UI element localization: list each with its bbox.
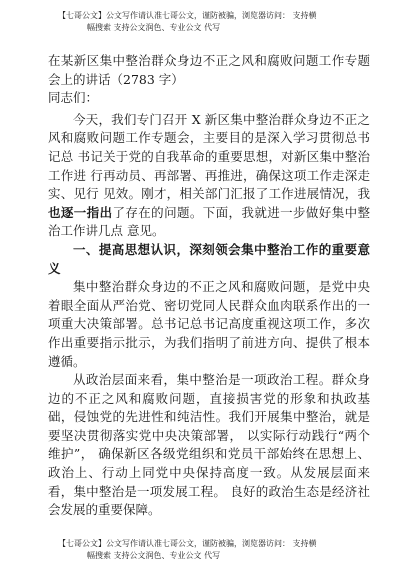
paragraph-intro [48,111,370,241]
salutation: 同志们： [48,90,99,106]
page-footer [58,538,388,562]
footer-line-1: 【七哥公文】公文写作请认准七哥公文，谨防被骗，浏览器访问： 支持横 [58,539,317,548]
paragraph-2: 集中整治群众身边的不正之风和腐败问题，是党中央着眼全面从严治党、密切党同人民群众血肉联系作出的一项重大决策部署。总书记总书记高度重视这项工作，多次作出重要指示批示，为我们指明了前进方向、提供了根本遵循。 [48,279,370,369]
footer-line-2: 幅搜索 支持公文润色、专业公文 代写 [87,551,221,560]
header-line-2: 幅搜索 支持公文润色、专业公文 代写 [87,23,221,32]
section-heading: 一、提高思想认识，深刻领会集中整治工作的重要意义 [48,241,370,276]
document-title: 在某新区集中整治群众身边不正之风和腐败问题工作专题会上的讲话（2783 字） [48,53,370,87]
paragraph-intro-text-end: 了存在的问题。下面，我就进一步做好集中整治工作讲几点 意见。 [48,204,370,239]
emphasis-text: 也逐一指出 [48,204,113,220]
document-body [48,52,370,520]
header-line-1: 【七哥公文】公文写作请认准七哥公文，谨防被骗，浏览器访问： 支持横 [58,11,317,20]
paragraph-intro-text: 今天，我们专门召开 X 新区集中整治群众身边不正之风和腐败问题工作专题会，主要目的是深入学习贯彻总书记总 书记关于党的自我革命的重要思想，对新区集中整治工作进 行再动员、再部署、再推进，确保这项工作走深走实、见行 见效。刚才，相关部门汇报了工作进展情况，我 [48,111,370,202]
page-header [58,10,388,34]
paragraph-3: 从政治层面来看，集中整治是一项政治工程。群众身边的不正之风和腐败问题，直接损害党的形象和执政基础，侵蚀党的先进性和纯洁性。我们开展集中整治，就是要坚决贯彻落实党中央决策部署， 以实际行动践行“两个维护”， 确保新区各级党组织和党员干部始终在思想上、政治上、行动上同党中央保持高度一致。从发展层面来看，集中整治是一项发展工程。 良好的政治生态是经济社会发展的重要保障。 [48,372,370,518]
